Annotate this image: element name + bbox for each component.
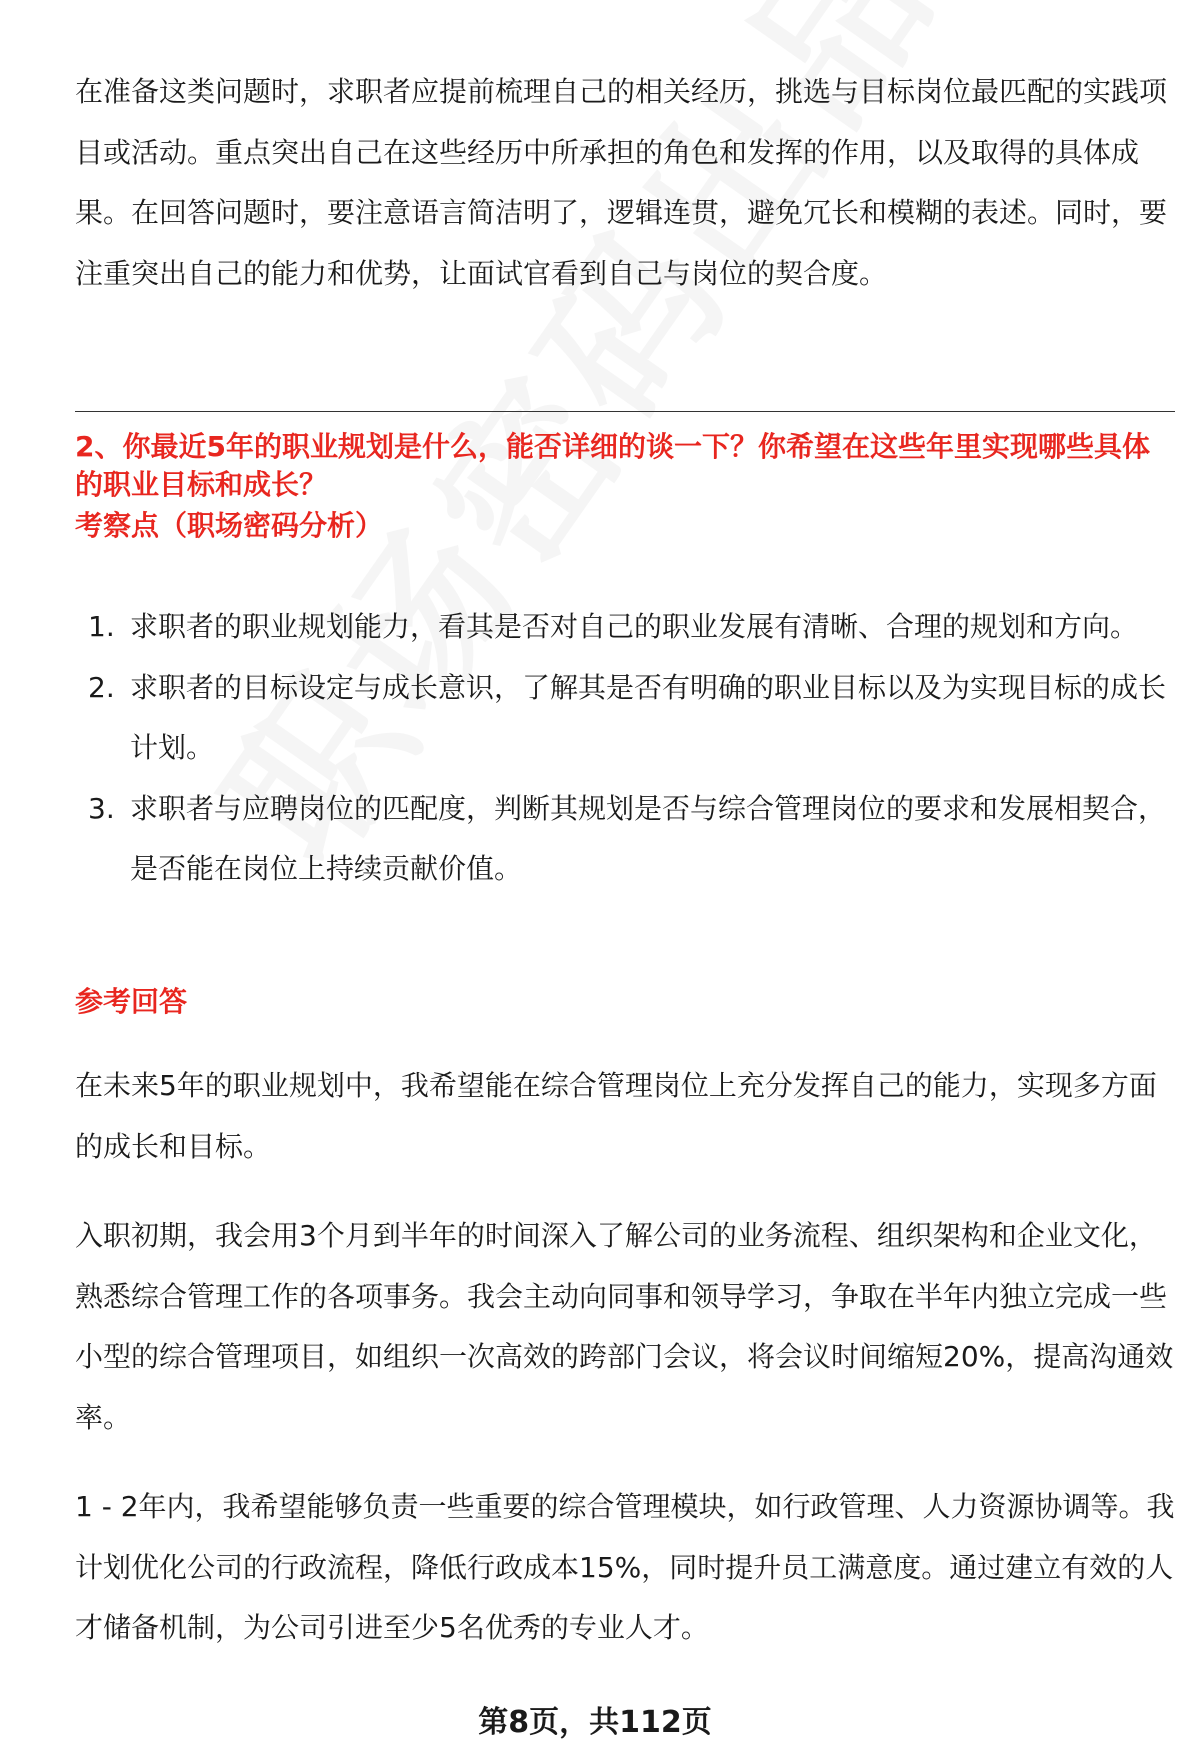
answer-paragraph: 在未来5年的职业规划中，我希望能在综合管理岗位上充分发挥自己的能力，实现多方面的成长和目标。 xyxy=(75,1069,1157,1163)
point-text: 求职者的职业规划能力，看其是否对自己的职业发展有清晰、合理的规划和方向。 xyxy=(130,610,1139,643)
section-divider xyxy=(75,411,1175,412)
question-heading: 2、你最近5年的职业规划是什么，能否详细的谈一下？你希望在这些年里实现哪些具体的职业目标和成长？ xyxy=(75,430,1150,501)
answer-paragraph: 入职初期，我会用3个月到半年的时间深入了解公司的业务流程、组织架构和企业文化，熟悉综合管理工作的各项事务。我会主动向同事和领导学习，争取在半年内独立完成一些小型的综合管理项目，如组织一次高效的跨部门会议，将会议时间缩短20%，提高沟通效率。 xyxy=(75,1219,1174,1434)
analysis-point xyxy=(75,597,1175,658)
point-number: 3. xyxy=(88,791,115,825)
point-text: 求职者与应聘岗位的匹配度，判断其规划是否与综合管理岗位的要求和发展相契合，是否能在岗位上持续贡献价值。 xyxy=(130,791,1167,885)
answer-heading: 参考回答 xyxy=(75,985,188,1018)
page-number: 第8页，共112页 xyxy=(478,1705,712,1740)
analysis-points-list xyxy=(75,597,1175,900)
analysis-heading: 考察点（职场密码分析） xyxy=(75,509,384,542)
point-text: 求职者的目标设定与成长意识，了解其是否有明确的职业目标以及为实现目标的成长计划。 xyxy=(130,670,1167,764)
intro-paragraph: 在准备这类问题时，求职者应提前梳理自己的相关经历，挑选与目标岗位最匹配的实践项目或活动。重点突出自己在这些经历中所承担的角色和发挥的作用，以及取得的具体成果。在回答问题时，要注意语言简洁明了，逻辑连贯，避免冗长和模糊的表述。同时，要注重突出自己的能力和优势，让面试官看到自己与岗位的契合度。 xyxy=(75,75,1168,290)
point-number: 1. xyxy=(88,610,115,643)
answer-paragraph: 1 - 2年内，我希望能够负责一些重要的综合管理模块，如行政管理、人力资源协调等。我计划优化公司的行政流程，降低行政成本15%，同时提升员工满意度。通过建立有效的人才储备机制，为公司引进至少5名优秀的专业人才。 xyxy=(75,1490,1175,1644)
analysis-point xyxy=(75,779,1175,900)
analysis-point xyxy=(75,658,1175,779)
point-number: 2. xyxy=(88,670,115,704)
